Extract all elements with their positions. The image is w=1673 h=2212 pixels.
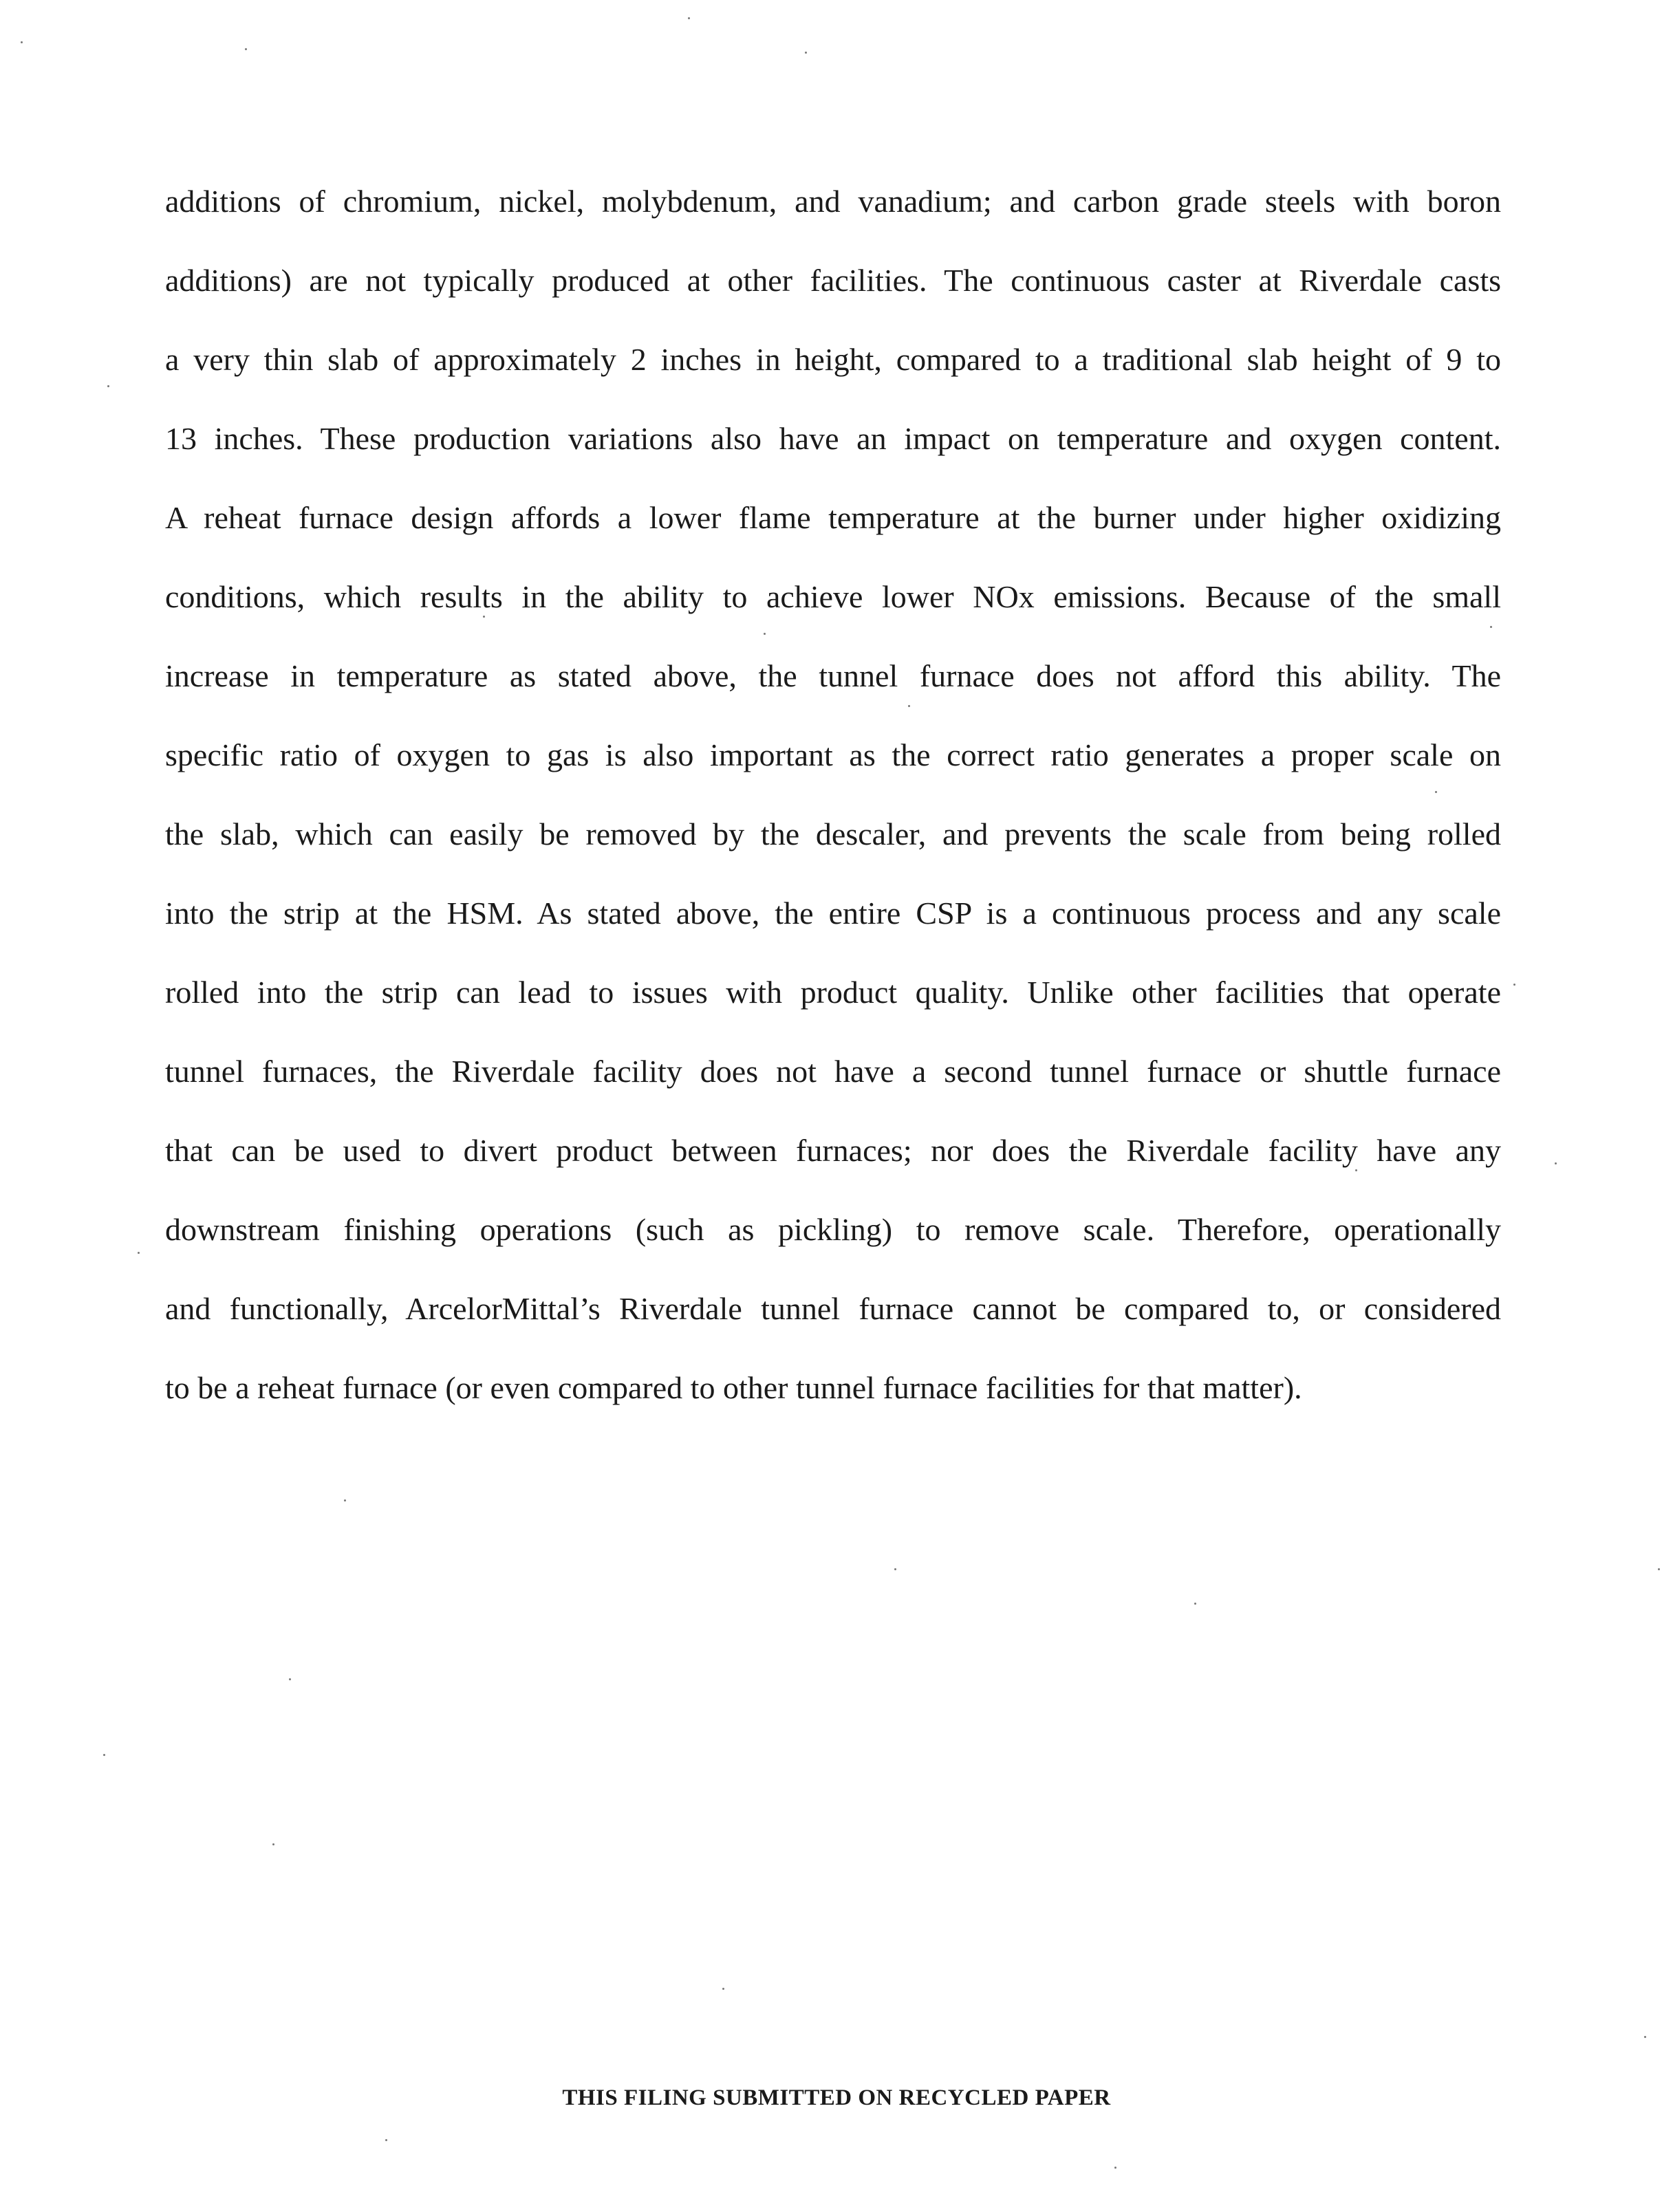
scan-speck: [385, 2139, 387, 2141]
paragraph-line: additions of chromium, nickel, molybdenum, and vanadium; and carbon grade steels with boron: [165, 184, 1501, 219]
scan-speck: [103, 1754, 105, 1756]
paragraph-line: the slab, which can easily be removed by the descaler, and prevents the scale from being rolled: [165, 816, 1501, 852]
paragraph-line: increase in temperature as stated above, the tunnel furnace does not afford this ability. The: [165, 658, 1501, 693]
paragraph-line: conditions, which results in the ability to achieve lower NOx emissions. Because of the small: [165, 579, 1501, 614]
scan-speck: [483, 616, 485, 618]
paragraph-line: A reheat furnace design affords a lower flame temperature at the burner under higher oxidizing: [165, 500, 1501, 535]
scan-speck: [1355, 1169, 1357, 1171]
scan-speck: [138, 1252, 140, 1254]
scan-speck: [764, 633, 766, 635]
scan-speck: [894, 1568, 896, 1570]
scan-speck: [1490, 626, 1492, 628]
scan-speck: [1658, 1568, 1660, 1570]
scan-speck: [1555, 1162, 1557, 1164]
paragraph-line: and functionally, ArcelorMittal’s Riverdale tunnel furnace cannot be compared to, or considered: [165, 1291, 1501, 1326]
scan-speck: [1435, 791, 1437, 793]
paragraph-line: a very thin slab of approximately 2 inches in height, compared to a traditional slab height of 9 to: [165, 342, 1501, 377]
scan-speck: [805, 52, 807, 54]
scan-speck: [1513, 984, 1515, 986]
scan-speck: [107, 385, 109, 387]
scan-speck: [722, 1988, 724, 1990]
scan-speck: [688, 17, 690, 19]
paragraph-line: 13 inches. These production variations also have an impact on temperature and oxygen content.: [165, 421, 1501, 456]
scan-speck: [1644, 2036, 1646, 2038]
paragraph-line: rolled into the strip can lead to issues with product quality. Unlike other facilities that operate: [165, 975, 1501, 1010]
paragraph-line: into the strip at the HSM. As stated above, the entire CSP is a continuous process and any scale: [165, 896, 1501, 931]
scan-speck: [21, 41, 23, 43]
scan-speck: [289, 1678, 291, 1680]
footer-notice: THIS FILING SUBMITTED ON RECYCLED PAPER: [562, 2085, 1111, 2110]
paragraph-line: that can be used to divert product between furnaces; nor does the Riverdale facility have any: [165, 1133, 1501, 1168]
paragraph-line: to be a reheat furnace (or even compared to other tunnel furnace facilities for that matter).: [165, 1370, 1302, 1405]
scan-speck: [1194, 1603, 1196, 1605]
scan-speck: [1114, 2167, 1116, 2169]
paragraph-line: downstream finishing operations (such as pickling) to remove scale. Therefore, operationally: [165, 1212, 1501, 1247]
body-paragraph: [165, 162, 1501, 1427]
scan-speck: [344, 1499, 346, 1501]
paragraph-line: tunnel furnaces, the Riverdale facility does not have a second tunnel furnace or shuttle furnace: [165, 1054, 1501, 1089]
scan-speck: [245, 48, 247, 50]
paragraph-line: additions) are not typically produced at other facilities. The continuous caster at Riverdale casts: [165, 263, 1501, 298]
paragraph-line: specific ratio of oxygen to gas is also important as the correct ratio generates a proper scale on: [165, 737, 1501, 772]
scan-speck: [272, 1843, 274, 1845]
scan-speck: [908, 705, 910, 707]
